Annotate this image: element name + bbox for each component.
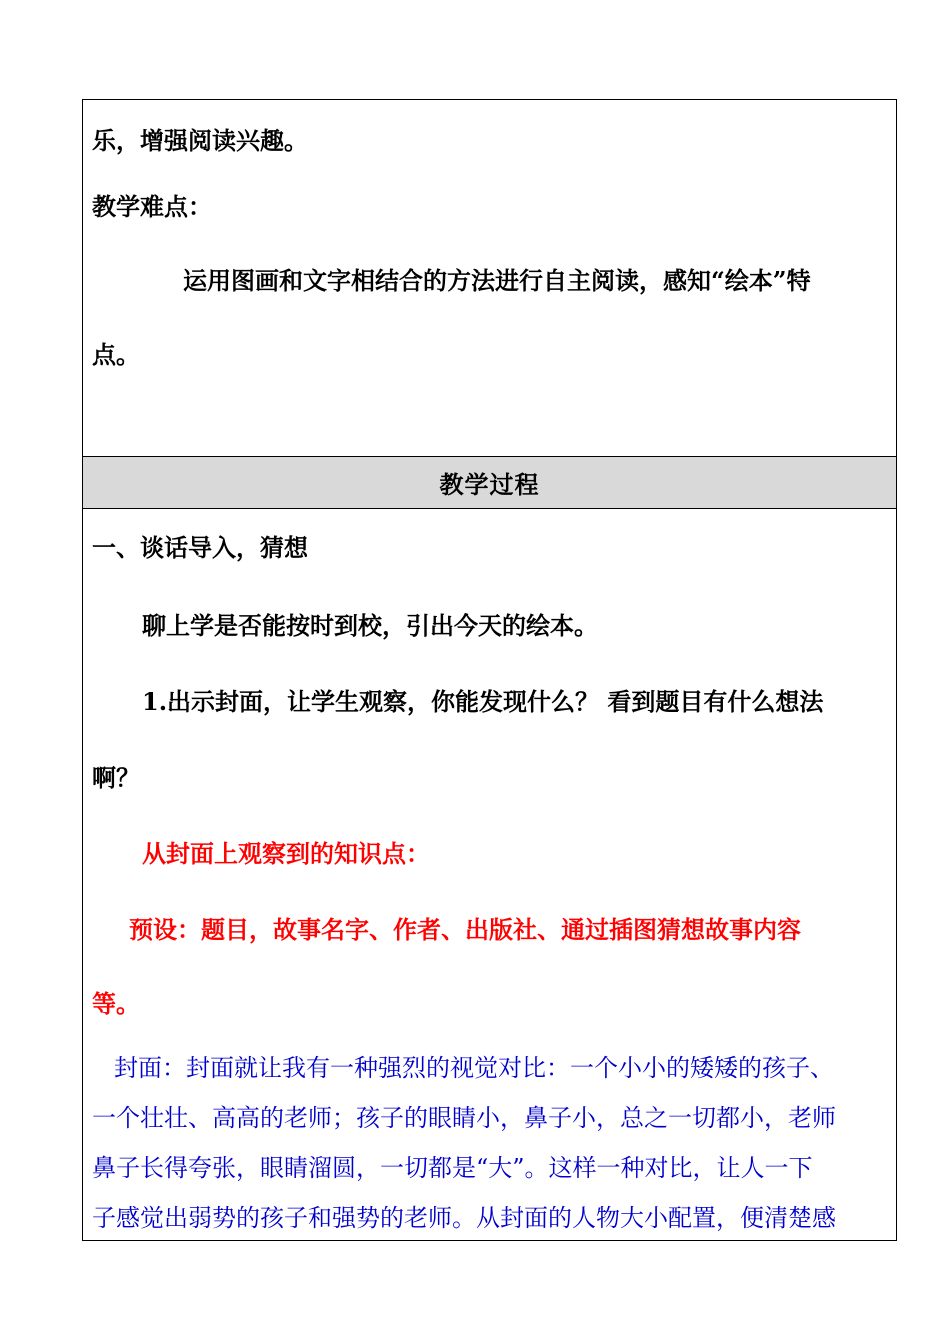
process-cell — [83, 509, 896, 1240]
preset-line1: 预设：题目，故事名字、作者、出版社、通过插图猜想故事内容 — [129, 915, 801, 944]
knowledge-points-title: 从封面上观察到的知识点： — [142, 839, 430, 868]
cover-desc-line3: 鼻子长得夸张，眼睛溜圆，一切都是“大”。这样一种对比，让人一下 — [92, 1154, 813, 1182]
section-header — [83, 457, 896, 509]
cover-desc-line1: 封面：封面就让我有一种强烈的视觉对比：一个小小的矮矮的孩子、 — [114, 1054, 834, 1082]
difficulty-text-line1: 运用图画和文字相结合的方法进行自主阅读，感知“绘本”特 — [183, 266, 811, 295]
item1-line2: 啊？ — [92, 763, 140, 792]
objective-text: 乐，增强阅读兴趣。 — [92, 126, 308, 155]
lesson-plan-table — [82, 99, 897, 1241]
difficulty-text-line2: 点。 — [92, 340, 140, 369]
section-header-title: 教学过程 — [439, 470, 540, 499]
cover-desc-line4: 子感觉出弱势的孩子和强势的老师。从封面的人物大小配置，便清楚感 — [92, 1204, 836, 1232]
cover-desc-line2: 一个壮壮、高高的老师；孩子的眼睛小，鼻子小，总之一切都小，老师 — [92, 1104, 836, 1132]
intro-paragraph: 聊上学是否能按时到校，引出今天的绘本。 — [142, 611, 598, 640]
item1-line1: 1.出示封面，让学生观察，你能发现什么？ 看到题目有什么想法 — [142, 687, 824, 716]
objectives-cell — [83, 100, 896, 457]
heading-intro: 一、谈话导入，猜想 — [92, 533, 308, 562]
difficulty-label: 教学难点： — [92, 192, 212, 221]
preset-line2: 等。 — [92, 989, 140, 1018]
